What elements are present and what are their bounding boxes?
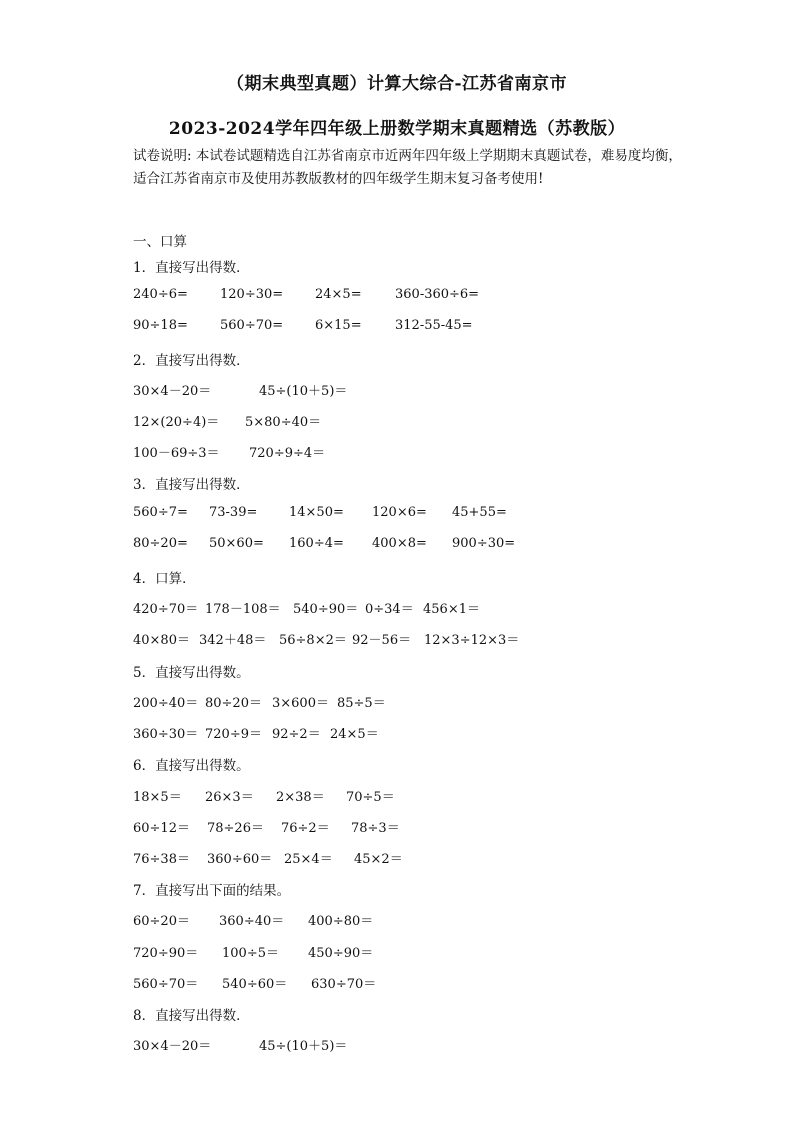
question-2-heading: 2．直接写出得数． <box>133 353 250 369</box>
expression: 14×50= <box>289 505 344 520</box>
expression: 312-55-45= <box>395 318 473 333</box>
question-5-heading: 5．直接写出得数。 <box>133 665 250 681</box>
expression: 120÷30= <box>220 287 284 302</box>
expression: 80÷20＝ <box>205 696 262 711</box>
expression: 560÷70＝ <box>133 977 199 992</box>
expression: 45×2＝ <box>354 852 403 867</box>
expression: 120×6= <box>372 505 427 520</box>
expression: 24×5= <box>315 287 362 302</box>
expression: 560÷7= <box>133 505 188 520</box>
expression: 76÷38＝ <box>133 852 190 867</box>
expression: 60÷12＝ <box>133 821 190 836</box>
expression: 900÷30= <box>452 536 516 551</box>
expression: 12×(20÷4)＝ <box>133 415 220 430</box>
expression: 100－69÷3＝ <box>133 446 220 461</box>
expression: 90÷18= <box>133 318 188 333</box>
expression: 420÷70＝ <box>133 602 199 617</box>
expression: 40×80＝ <box>133 633 190 648</box>
expression: 400×8= <box>372 536 427 551</box>
expression: 12×3÷12×3＝ <box>424 633 520 648</box>
expression: 26×3＝ <box>205 790 254 805</box>
expression: 160÷4= <box>289 536 344 551</box>
expression: 540÷60＝ <box>222 977 288 992</box>
expression: 720÷9＝ <box>205 727 262 742</box>
expression: 720÷90＝ <box>133 946 199 961</box>
question-3-heading: 3．直接写出得数． <box>133 477 250 493</box>
expression: 78÷26＝ <box>207 821 264 836</box>
expression: 540÷90＝ <box>293 602 359 617</box>
expression: 342＋48＝ <box>199 633 267 648</box>
expression: 45÷(10＋5)＝ <box>259 1039 348 1054</box>
expression: 720÷9÷4＝ <box>249 446 326 461</box>
expression: 30×4－20＝ <box>133 384 212 399</box>
expression: 360÷60＝ <box>207 852 273 867</box>
expression: 2×38＝ <box>276 790 325 805</box>
expression: 0÷34＝ <box>365 602 414 617</box>
expression: 200÷40＝ <box>133 696 199 711</box>
expression: 45+55= <box>452 505 507 520</box>
expression: 73-39= <box>209 505 258 520</box>
expression: 92÷2＝ <box>272 727 321 742</box>
expression: 56÷8×2＝ <box>279 633 347 648</box>
expression: 360÷40＝ <box>219 914 285 929</box>
expression: 76÷2＝ <box>281 821 330 836</box>
title-line-1: （期末典型真题）计算大综合-江苏省南京市 <box>226 74 568 94</box>
expression: 30×4－20＝ <box>133 1039 212 1054</box>
title-line-2: 2023-2024学年四年级上册数学期末真题精选（苏教版） <box>168 119 626 139</box>
question-1-heading: 1．直接写出得数． <box>133 260 250 276</box>
expression: 5×80÷40＝ <box>245 415 322 430</box>
expression: 178－108＝ <box>205 602 281 617</box>
expression: 360-360÷6= <box>395 287 480 302</box>
expression: 560÷70= <box>220 318 284 333</box>
expression: 45÷(10＋5)＝ <box>259 384 348 399</box>
expression: 50×60= <box>209 536 264 551</box>
expression: 360÷30＝ <box>133 727 199 742</box>
expression: 240÷6= <box>133 287 188 302</box>
expression: 18×5＝ <box>133 790 182 805</box>
expression: 630÷70＝ <box>311 977 377 992</box>
expression: 456×1＝ <box>423 602 480 617</box>
expression: 92－56＝ <box>352 633 412 648</box>
intro-text: 试卷说明: 本试卷试题精选自江苏省南京市近两年四年级上学期期末真题试卷，难易度均衡，适合江苏省南京市及使用苏教版教材的四年级学生期末复习备考使用! <box>133 148 682 187</box>
expression: 80÷20= <box>133 536 188 551</box>
expression: 6×15= <box>315 318 362 333</box>
expression: 3×600＝ <box>272 696 329 711</box>
expression: 78÷3＝ <box>351 821 400 836</box>
question-8-heading: 8．直接写出得数． <box>133 1008 250 1024</box>
section-heading: 一、口算 <box>133 234 187 250</box>
question-6-heading: 6．直接写出得数。 <box>133 758 250 774</box>
expression: 400÷80＝ <box>308 914 374 929</box>
expression: 70÷5＝ <box>346 790 395 805</box>
question-4-heading: 4．口算． <box>133 571 196 587</box>
expression: 60÷20＝ <box>133 914 190 929</box>
expression: 85÷5＝ <box>337 696 386 711</box>
expression: 450÷90＝ <box>308 946 374 961</box>
question-7-heading: 7．直接写出下面的结果。 <box>133 883 291 899</box>
expression: 24×5＝ <box>330 727 379 742</box>
expression: 25×4＝ <box>284 852 333 867</box>
expression: 100÷5＝ <box>222 946 279 961</box>
